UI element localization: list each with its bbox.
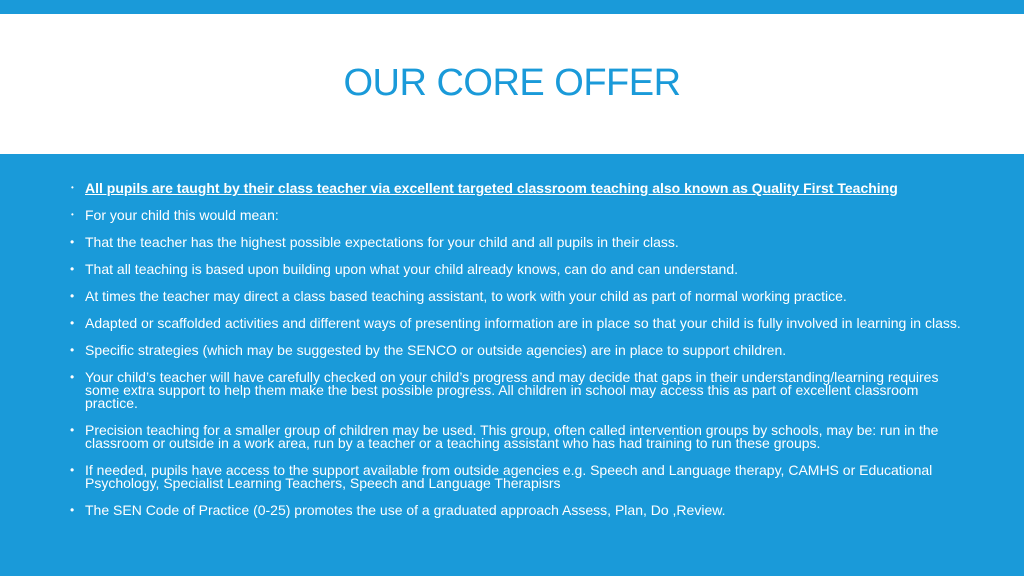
bullet-icon: • xyxy=(71,210,74,219)
list-item-text: Precision teaching for a smaller group of children may be used. This group, often called intervention groups by schools, may be: run in the classroom or outside in a work area, run by a teacher or a teaching assistant who has had training to run these groups. xyxy=(85,422,939,451)
bullet-icon: • xyxy=(70,503,75,517)
list-item-text: All pupils are taught by their class teacher via excellent targeted classroom teaching also known as Quality First Teaching xyxy=(85,180,898,196)
list-item xyxy=(70,209,975,222)
bullet-icon: • xyxy=(70,262,75,276)
slide-title: OUR CORE OFFER xyxy=(343,62,681,104)
list-item xyxy=(70,344,975,357)
list-item xyxy=(70,371,975,410)
bullet-icon: • xyxy=(70,289,75,303)
list-item xyxy=(70,504,975,517)
list-item xyxy=(70,182,975,195)
bullet-icon: • xyxy=(71,183,74,192)
list-item-text: That the teacher has the highest possible expectations for your child and all pupils in their class. xyxy=(85,234,679,250)
list-item-text: Your child’s teacher will have carefully checked on your child’s progress and may decide that gaps in their understanding/learning requires some extra support to help them make the best possible progress. All children in school may access this as part of excellent classroom practice. xyxy=(85,369,939,411)
list-item xyxy=(70,236,975,249)
list-item-text: For your child this would mean: xyxy=(85,207,279,223)
bullet-icon: • xyxy=(70,235,75,249)
bullet-icon: • xyxy=(70,423,75,437)
bullet-icon: • xyxy=(70,343,75,357)
list-item xyxy=(70,464,975,490)
bullet-icon: • xyxy=(70,370,75,384)
list-item xyxy=(70,290,975,303)
list-item-text: That all teaching is based upon building upon what your child already knows, can do and can understand. xyxy=(85,261,738,277)
bullet-icon: • xyxy=(70,316,75,330)
list-item xyxy=(70,424,975,450)
list-item-text: At times the teacher may direct a class based teaching assistant, to work with your child as part of normal working practice. xyxy=(85,288,847,304)
bullet-list xyxy=(70,182,975,531)
list-item-text: The SEN Code of Practice (0-25) promotes the use of a graduated approach Assess, Plan, Do ,Review. xyxy=(85,502,726,518)
list-item-text: Specific strategies (which may be suggested by the SENCO or outside agencies) are in place to support children. xyxy=(85,342,787,358)
bullet-icon: • xyxy=(70,463,75,477)
list-item-text: Adapted or scaffolded activities and different ways of presenting information are in place so that your child is fully involved in learning in class. xyxy=(85,315,961,331)
list-item-text: If needed, pupils have access to the support available from outside agencies e.g. Speech and Language therapy, CAMHS or Educational Psychology, Specialist Learning Teachers, Speech and Language Therapisrs xyxy=(85,462,933,491)
list-item xyxy=(70,263,975,276)
list-item xyxy=(70,317,975,330)
